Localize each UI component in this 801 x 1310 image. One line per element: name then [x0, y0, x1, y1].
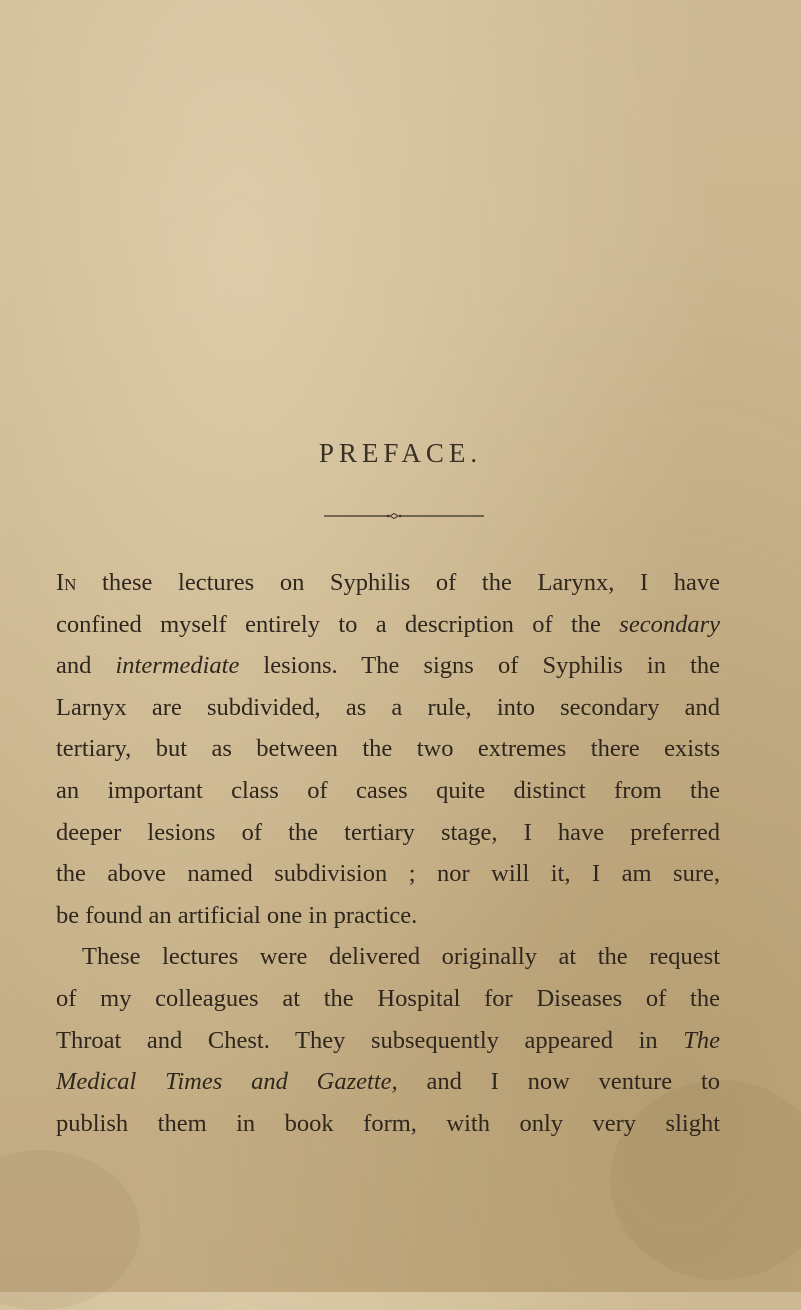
line-text: confined myself entirely to a description of the: [56, 610, 620, 638]
text-line: the above named subdivision ; nor will it, I am sure,: [56, 860, 720, 888]
text-line: [56, 1061, 720, 1103]
text-line: deeper lesions of the tertiary stage, I have preferred: [56, 818, 720, 846]
text-line: be found an artificial one in practice.: [56, 901, 418, 929]
text-line: [56, 604, 720, 646]
ornament-divider-icon: [324, 512, 484, 520]
text-line: These lectures were delivered originally at the request: [82, 943, 720, 971]
text-line: [56, 562, 720, 604]
line-text: and: [56, 652, 116, 680]
italic-text: Medical Times and Gazette,: [56, 1068, 398, 1096]
italic-text: intermediate: [115, 652, 240, 680]
line-text: these lectures on Syphilis of the Larynx, I have: [76, 569, 720, 596]
text-line: of my colleagues at the Hospital for Diseases of the: [56, 984, 720, 1012]
preface-body: [56, 562, 720, 1144]
line-text: lesions. The signs of Syphilis in the: [239, 652, 720, 680]
text-line: [56, 645, 720, 687]
text-line: publish them in book form, with only very slight: [56, 1109, 720, 1137]
text-line: [56, 1020, 720, 1062]
text-line: Larnyx are subdivided, as a rule, into secondary and: [56, 693, 720, 721]
italic-text: secondary: [619, 610, 720, 638]
italic-text: The: [683, 1026, 720, 1054]
paper-stain: [0, 1150, 140, 1310]
line-text: Throat and Chest. They subsequently appeared in: [56, 1026, 684, 1054]
text-line: tertiary, but as between the two extremes there exists: [56, 735, 720, 763]
page-title: PREFACE.: [318, 438, 483, 468]
drop-word: In: [56, 569, 77, 596]
text-line: an important class of cases quite distinct from the: [56, 776, 720, 804]
line-text: and I now venture to: [397, 1068, 720, 1096]
